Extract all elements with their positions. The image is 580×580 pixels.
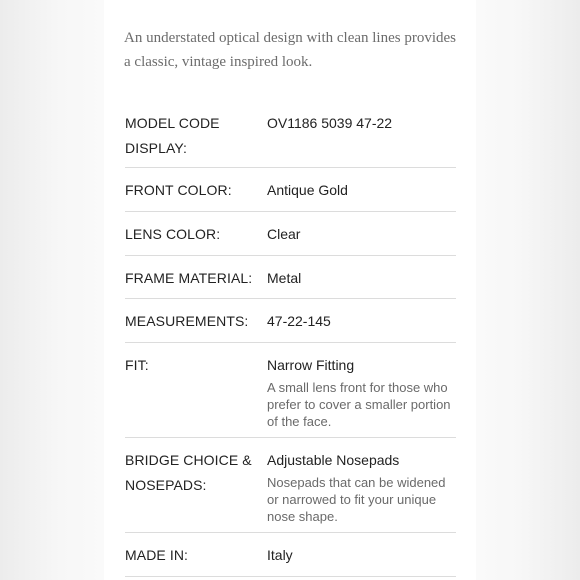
spec-label: MADE IN:	[125, 547, 189, 563]
spec-label: MEASUREMENTS:	[125, 313, 249, 329]
spec-value-text: OV1186 5039 47-22	[267, 115, 393, 131]
spec-row-measurements	[125, 299, 456, 343]
spec-value-text: Metal	[267, 270, 302, 286]
spec-value	[267, 266, 456, 298]
spec-row-front-color	[125, 168, 456, 212]
spec-value	[267, 178, 456, 211]
spec-value-text: Italy	[267, 547, 293, 563]
spec-label: FRONT COLOR:	[125, 182, 232, 198]
spec-row-lens-color	[125, 212, 456, 256]
spec-row-frame-material	[125, 256, 456, 299]
spec-value	[267, 309, 456, 342]
spec-value-text: 47-22-145	[267, 313, 331, 329]
spec-value	[267, 448, 456, 532]
spec-label: LENS COLOR:	[125, 226, 221, 242]
spec-value	[267, 353, 456, 437]
spec-value	[267, 543, 456, 576]
product-details-panel	[104, 0, 476, 580]
spec-label: FRAME MATERIAL:	[125, 270, 253, 286]
spec-note: A small lens front for those who prefer to cover a smaller portion of the face.	[267, 380, 451, 429]
spec-value	[267, 111, 456, 167]
spec-label: FIT:	[125, 357, 149, 373]
spec-value-text: Clear	[267, 226, 301, 242]
spec-note: Nosepads that can be widened or narrowed to fit your unique nose shape.	[267, 475, 446, 524]
spec-value-text: Narrow Fitting	[267, 357, 355, 373]
spec-value-text: Antique Gold	[267, 182, 348, 198]
spec-label: BRIDGE CHOICE & NOSEPADS:	[125, 452, 252, 493]
spec-table	[125, 101, 456, 577]
spec-value-text: Adjustable Nosepads	[267, 452, 400, 468]
spec-row-made-in	[125, 533, 456, 577]
spec-row-fit	[125, 343, 456, 438]
spec-row-bridge-choice	[125, 438, 456, 533]
product-description: An understated optical design with clean lines provides a classic, vintage inspired look.	[124, 30, 456, 70]
spec-row-model-code	[125, 101, 456, 168]
spec-label: MODEL CODE DISPLAY:	[125, 115, 220, 156]
spec-value	[267, 222, 456, 255]
